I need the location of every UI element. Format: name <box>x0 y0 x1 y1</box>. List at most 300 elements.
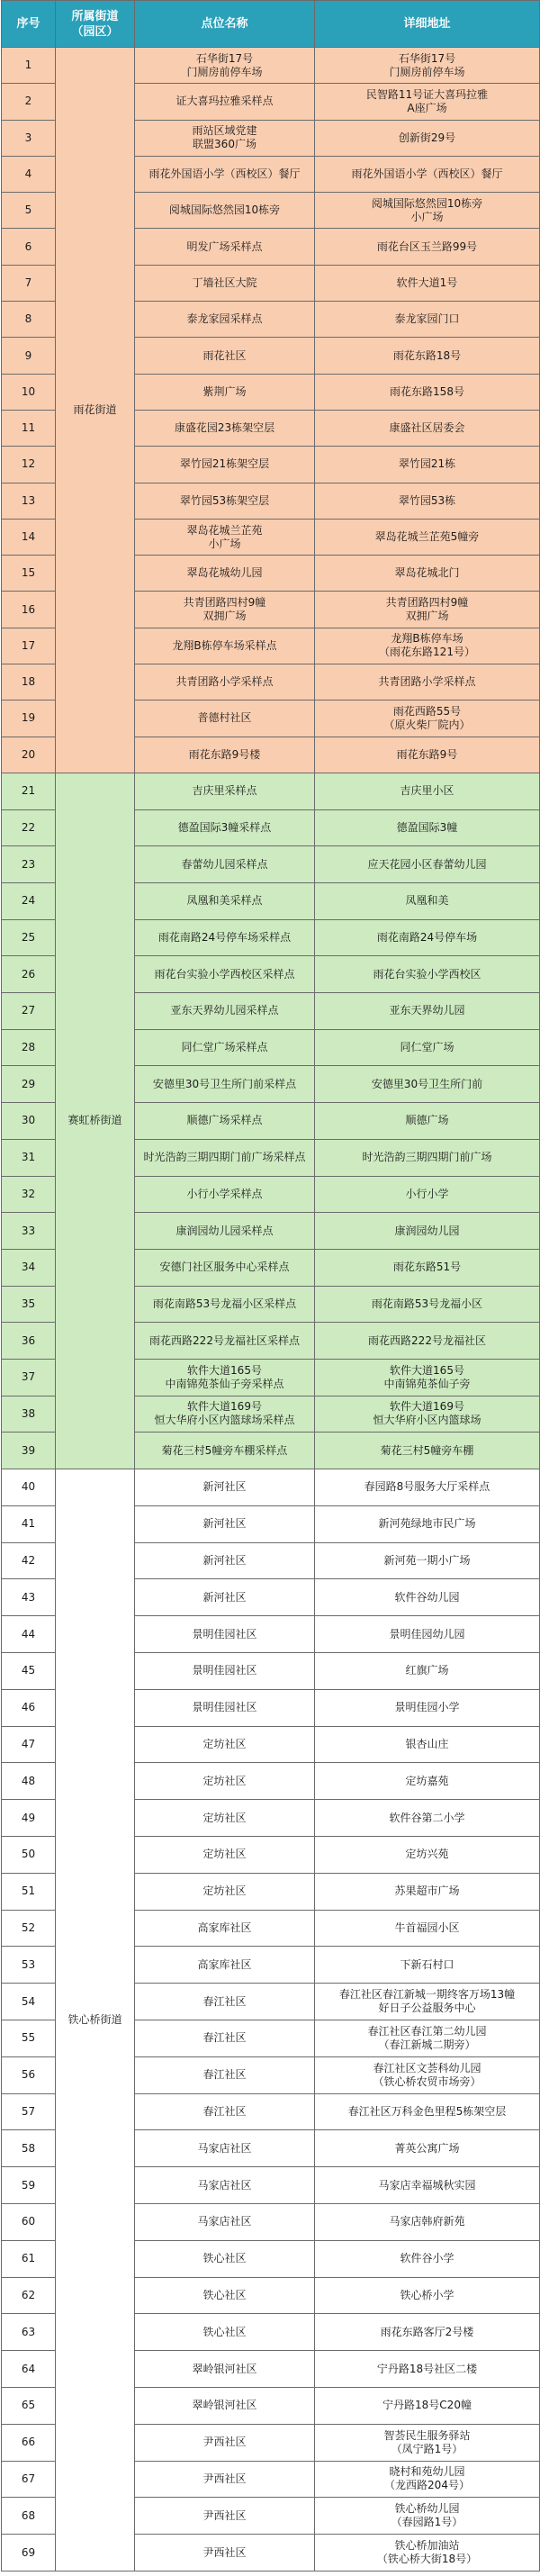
site-address <box>315 1836 540 1873</box>
site-name <box>135 2056 315 2093</box>
row-number: 56 <box>2 2056 56 2093</box>
site-address-line: 恒大华府小区内篮球场 <box>373 1414 482 1427</box>
site-name <box>135 519 315 555</box>
site-address-line: 雨花西路222号龙福社区 <box>368 1333 486 1347</box>
site-name <box>135 664 315 700</box>
site-address-line: 定坊兴苑 <box>405 1848 449 1861</box>
site-address-line: 下新石村口 <box>400 1957 454 1971</box>
row-number: 61 <box>2 2240 56 2277</box>
site-name-line: 共青团路四村9幢 <box>183 596 266 610</box>
site-name <box>135 1103 315 1140</box>
row-number: 39 <box>2 1433 56 1469</box>
row-number: 9 <box>2 338 56 374</box>
site-name-line: 春江社区 <box>202 2031 247 2045</box>
row-number: 7 <box>2 265 56 301</box>
row-number: 24 <box>2 883 56 920</box>
site-name <box>135 1469 315 1506</box>
site-name-line: 尹西社区 <box>202 2508 247 2522</box>
header-no: 序号 <box>2 1 56 48</box>
header-street <box>56 1 135 48</box>
site-address-line: 亚东天界幼儿园 <box>389 1004 465 1017</box>
site-address <box>315 1984 540 2020</box>
site-address <box>315 773 540 809</box>
site-name <box>135 592 315 628</box>
site-address <box>315 338 540 374</box>
site-address-line: 泰龙家园门口 <box>394 312 460 326</box>
site-name-line: 尹西社区 <box>202 2472 247 2485</box>
site-name <box>135 846 315 883</box>
row-number: 18 <box>2 664 56 700</box>
site-address <box>315 628 540 664</box>
row-number: 60 <box>2 2203 56 2240</box>
site-name <box>135 1579 315 1616</box>
site-address-line: 康盛社区居委会 <box>389 421 465 435</box>
site-address-line: 雨花东路51号 <box>392 1261 462 1274</box>
site-address-line: （春江新城二期旁） <box>378 2038 476 2051</box>
site-address-line: 顺德广场 <box>405 1114 449 1127</box>
site-name-line: 亚东天界幼儿园采样点 <box>170 1004 279 1017</box>
row-number: 53 <box>2 1947 56 1984</box>
site-name-line: 尹西社区 <box>202 2436 247 2449</box>
site-address <box>315 1947 540 1984</box>
row-number: 15 <box>2 556 56 592</box>
site-address-line: 小行小学 <box>405 1187 449 1200</box>
site-address-line: 康润园幼儿园 <box>394 1224 460 1237</box>
site-name <box>135 1176 315 1213</box>
row-number: 13 <box>2 483 56 519</box>
site-name <box>135 2351 315 2388</box>
site-address-line: 雨花南路24号停车场 <box>376 931 478 945</box>
site-address <box>315 1726 540 1763</box>
site-name <box>135 2240 315 2277</box>
site-address <box>315 2056 540 2093</box>
site-address <box>315 1213 540 1250</box>
site-address <box>315 1249 540 1286</box>
site-address <box>315 447 540 483</box>
site-name-line: 雨花台实验小学西校区采样点 <box>154 967 295 981</box>
row-number: 32 <box>2 1176 56 1213</box>
site-address-line: 菁英公寓广场 <box>394 2141 460 2155</box>
row-number: 16 <box>2 592 56 628</box>
site-name-line: 凤凰和美采样点 <box>186 894 263 908</box>
site-address-line: 软件大道165号 <box>390 1363 464 1377</box>
site-address-line: 创新街29号 <box>398 131 456 144</box>
site-address-line: 牛首福园小区 <box>394 1921 460 1934</box>
site-name-line: 吉庆里采样点 <box>192 784 257 798</box>
site-address-line: 共青团路四村9幢 <box>385 596 469 610</box>
site-name <box>135 1213 315 1250</box>
site-name-line: 顺德广场采样点 <box>186 1114 263 1127</box>
row-number: 11 <box>2 410 56 446</box>
site-name-line: 春蕾幼儿园采样点 <box>181 857 268 871</box>
row-number: 38 <box>2 1396 56 1433</box>
site-address-line: 定坊嘉苑 <box>405 1774 449 1787</box>
site-name-line: 定坊社区 <box>202 1811 247 1824</box>
site-address-line: 应天花园小区春蕾幼儿园 <box>367 857 487 871</box>
row-number: 50 <box>2 1836 56 1873</box>
row-number: 8 <box>2 302 56 338</box>
site-address-line: 雨花台实验小学西校区 <box>373 967 482 981</box>
row-number: 22 <box>2 809 56 846</box>
site-name <box>135 2093 315 2130</box>
site-address-line: 宁丹路18号C20幢 <box>382 2399 472 2412</box>
row-number: 35 <box>2 1286 56 1323</box>
site-name <box>135 956 315 993</box>
site-name <box>135 1323 315 1360</box>
site-address-line: 新河苑绿地市民广场 <box>378 1517 476 1531</box>
site-address <box>315 2167 540 2204</box>
site-name-line: 翠岭银河社区 <box>192 2362 257 2375</box>
site-address-line: 德盈国际3幢 <box>396 820 458 834</box>
site-name <box>135 1910 315 1947</box>
site-address-line: 雨花台区玉兰路99号 <box>376 240 478 253</box>
site-address <box>315 737 540 773</box>
site-name-line: 双拥广场 <box>202 610 247 623</box>
site-address-line: 雨花东路18号 <box>392 348 462 362</box>
site-address <box>315 556 540 592</box>
site-name-line: 共青团路小学采样点 <box>176 675 274 689</box>
site-address <box>315 2093 540 2130</box>
site-name-line: 小行小学采样点 <box>186 1187 263 1200</box>
site-address-line: （铁心桥大街18号） <box>376 2553 478 2565</box>
site-address-line: 春江社区春江第二幼儿园 <box>367 2024 487 2038</box>
site-name-line: 景明佳园社区 <box>192 1664 257 1677</box>
row-number: 55 <box>2 2020 56 2056</box>
row-number: 68 <box>2 2498 56 2535</box>
site-address <box>315 1103 540 1140</box>
site-address <box>315 1433 540 1469</box>
site-address-line: 时光浩韵三期四期门前广场 <box>362 1151 492 1164</box>
site-name-line: 软件大道169号 <box>187 1400 262 1414</box>
row-number: 34 <box>2 1249 56 1286</box>
site-address-line: 阅城国际悠然园10栋旁 <box>371 196 483 210</box>
site-address-line: 吉庆里小区 <box>400 784 454 798</box>
site-address-line: 景明佳园幼儿园 <box>389 1627 465 1641</box>
site-name <box>135 1984 315 2020</box>
row-number: 28 <box>2 1029 56 1066</box>
table-row <box>2 1469 540 1506</box>
site-name-line: 雨花东路9号楼 <box>188 747 261 761</box>
site-name <box>135 1873 315 1910</box>
site-name <box>135 1139 315 1176</box>
site-address-line: （龙西路204号） <box>384 2479 470 2492</box>
row-number: 29 <box>2 1066 56 1103</box>
site-name-line: 丁墙社区大院 <box>192 276 257 289</box>
site-name-line: 新河社区 <box>202 1590 247 1604</box>
site-address <box>315 120 540 156</box>
site-address <box>315 1616 540 1653</box>
site-name <box>135 2387 315 2424</box>
table-row <box>2 48 540 84</box>
site-name-line: 铁心社区 <box>202 2288 247 2301</box>
site-name <box>135 265 315 301</box>
site-address <box>315 592 540 628</box>
site-address <box>315 2203 540 2240</box>
site-address-line: 软件大道1号 <box>396 276 458 289</box>
row-number: 23 <box>2 846 56 883</box>
site-name-line: 新河社区 <box>202 1480 247 1494</box>
site-name <box>135 628 315 664</box>
site-name-line: 门厕房前停车场 <box>186 65 263 78</box>
site-name <box>135 700 315 737</box>
site-name-line: 安德门社区服务中心采样点 <box>159 1261 290 1274</box>
site-name <box>135 229 315 265</box>
site-address <box>315 48 540 84</box>
site-address-line: 银杏山庄 <box>405 1737 449 1750</box>
site-name-line: 春江社区 <box>202 2104 247 2118</box>
header-street-line: （园区） <box>71 24 119 39</box>
row-number: 5 <box>2 193 56 229</box>
site-address-line: 软件谷幼儿园 <box>394 1590 460 1604</box>
site-name-line: 雨花社区 <box>202 348 247 362</box>
site-name <box>135 1726 315 1763</box>
site-name-line: 景明佳园社区 <box>192 1701 257 1714</box>
site-name-line: 定坊社区 <box>202 1848 247 1861</box>
site-name <box>135 993 315 1030</box>
row-number: 46 <box>2 1689 56 1726</box>
site-address <box>315 1873 540 1910</box>
site-address-line: 雨花外国语小学（西校区）餐厅 <box>351 167 503 181</box>
site-address <box>315 993 540 1030</box>
site-address-line: 铁心桥小学 <box>400 2288 454 2301</box>
site-address <box>315 1029 540 1066</box>
site-name <box>135 120 315 156</box>
site-address-line: 雨花东路客厅2号楼 <box>380 2325 474 2338</box>
site-address <box>315 2020 540 2056</box>
site-address-line: 马家店韩府新苑 <box>389 2215 465 2228</box>
row-number: 42 <box>2 1542 56 1579</box>
site-name <box>135 1836 315 1873</box>
site-name-line: 翠岭银河社区 <box>192 2399 257 2412</box>
site-address <box>315 1763 540 1800</box>
row-number: 64 <box>2 2351 56 2388</box>
site-name-line: 明发广场采样点 <box>186 240 263 253</box>
site-name <box>135 1947 315 1984</box>
site-address-line: 苏果超市广场 <box>394 1885 460 1898</box>
site-name <box>135 156 315 192</box>
site-name-line: 马家店社区 <box>197 2215 252 2228</box>
site-name-line: 定坊社区 <box>202 1737 247 1750</box>
site-name-line: 新河社区 <box>202 1553 247 1567</box>
row-number: 4 <box>2 156 56 192</box>
site-address <box>315 1396 540 1433</box>
site-address <box>315 519 540 555</box>
site-address <box>315 193 540 229</box>
site-address <box>315 1689 540 1726</box>
site-name <box>135 1689 315 1726</box>
site-address-line: 雨花南路53号龙福小区 <box>371 1297 483 1310</box>
site-address-line: 龙翔B栋停车场 <box>391 632 464 646</box>
site-address-line: 安德里30号卫生所门前 <box>371 1077 483 1090</box>
site-address <box>315 2498 540 2535</box>
site-address-line: 铁心桥加油站 <box>394 2539 460 2552</box>
row-number: 49 <box>2 1800 56 1837</box>
site-address-line: 翠岛花城北门 <box>394 566 460 580</box>
site-name <box>135 773 315 809</box>
site-address <box>315 410 540 446</box>
site-address <box>315 2424 540 2461</box>
header-site-name: 点位名称 <box>135 1 315 48</box>
site-address-line: 好日子公益服务中心 <box>378 2002 476 2015</box>
site-name-line: 雨花南路24号停车场采样点 <box>158 931 292 945</box>
site-name <box>135 410 315 446</box>
site-address <box>315 956 540 993</box>
site-name-line: 马家店社区 <box>197 2141 252 2155</box>
row-number: 14 <box>2 519 56 555</box>
site-address <box>315 1910 540 1947</box>
site-name <box>135 2535 315 2571</box>
site-name-line: 恒大华府小区内篮球场采样点 <box>154 1414 295 1427</box>
site-name <box>135 1249 315 1286</box>
site-name <box>135 374 315 410</box>
site-address-line: （雨花东路121号） <box>379 646 475 659</box>
row-number: 31 <box>2 1139 56 1176</box>
site-address <box>315 1505 540 1542</box>
site-address-line: 雨花西路55号 <box>392 704 462 718</box>
table-row <box>2 773 540 809</box>
site-address <box>315 809 540 846</box>
site-address-line: 宁丹路18号社区二楼 <box>376 2362 478 2375</box>
site-name-line: 翠竹园53栋架空层 <box>179 493 270 507</box>
row-number: 44 <box>2 1616 56 1653</box>
site-name-line: 软件大道165号 <box>187 1363 262 1377</box>
table-header-row <box>2 1 540 48</box>
row-number: 52 <box>2 1910 56 1947</box>
site-name <box>135 2461 315 2498</box>
site-name <box>135 2277 315 2314</box>
site-address-line: A座广场 <box>407 101 447 114</box>
row-number: 48 <box>2 1763 56 1800</box>
site-address <box>315 2314 540 2351</box>
site-name <box>135 2020 315 2056</box>
site-name <box>135 1616 315 1653</box>
site-address-line: （春园路1号） <box>391 2516 464 2529</box>
site-name-line: 新河社区 <box>202 1517 247 1531</box>
site-address <box>315 302 540 338</box>
row-number: 66 <box>2 2424 56 2461</box>
site-name <box>135 1029 315 1066</box>
site-name-line: 紫荆广场 <box>202 384 247 398</box>
site-address <box>315 1652 540 1689</box>
site-name <box>135 1505 315 1542</box>
site-address <box>315 2387 540 2424</box>
row-number: 21 <box>2 773 56 809</box>
row-number: 57 <box>2 2093 56 2130</box>
site-name <box>135 556 315 592</box>
site-name-line: 康盛花园23栋架空层 <box>174 421 275 435</box>
street-name: 铁心桥街道 <box>56 1469 135 2571</box>
site-name-line: 高家库社区 <box>197 1921 252 1934</box>
site-address-line: 民智路11号证大喜玛拉雅 <box>365 87 489 101</box>
site-name <box>135 1286 315 1323</box>
row-number: 25 <box>2 919 56 956</box>
site-address-line: 翠竹园53栋 <box>398 493 456 507</box>
site-address <box>315 883 540 920</box>
site-name <box>135 737 315 773</box>
site-name-line: 翠岛花城兰芷苑 <box>186 523 263 537</box>
site-address-line: （原火柴厂院内） <box>383 718 471 731</box>
site-name-line: 雨花西路222号龙福社区采样点 <box>149 1333 300 1347</box>
sampling-sites-table <box>1 0 540 2571</box>
site-name-line: 春江社区 <box>202 1994 247 2008</box>
site-name-line: 中南锦苑茶仙子旁采样点 <box>165 1377 284 1390</box>
site-name <box>135 447 315 483</box>
site-name-line: 翠岛花城幼儿园 <box>186 566 263 580</box>
row-number: 67 <box>2 2461 56 2498</box>
site-address <box>315 2351 540 2388</box>
row-number: 54 <box>2 1984 56 2020</box>
site-address-line: 智荟民生服务驿站 <box>383 2428 471 2442</box>
site-name <box>135 883 315 920</box>
site-name <box>135 2424 315 2461</box>
site-address <box>315 374 540 410</box>
site-address-line: 凤凰和美 <box>405 894 449 908</box>
header-street-line: 所属街道 <box>71 9 119 23</box>
site-address-line: 春园路8号服务大厅采样点 <box>364 1480 490 1494</box>
site-address-line: 景明佳园小学 <box>394 1701 460 1714</box>
site-name-line: 铁心社区 <box>202 2252 247 2265</box>
site-name <box>135 2498 315 2535</box>
site-address-line: 同仁堂广场 <box>400 1041 454 1054</box>
site-name <box>135 193 315 229</box>
site-address <box>315 2130 540 2167</box>
site-address <box>315 1176 540 1213</box>
site-name-line: 马家店社区 <box>197 2178 252 2192</box>
row-number: 30 <box>2 1103 56 1140</box>
site-name <box>135 1542 315 1579</box>
site-name-line: 定坊社区 <box>202 1885 247 1898</box>
row-number: 40 <box>2 1469 56 1506</box>
row-number: 1 <box>2 48 56 84</box>
site-address <box>315 2277 540 2314</box>
row-number: 51 <box>2 1873 56 1910</box>
site-address <box>315 84 540 120</box>
row-number: 10 <box>2 374 56 410</box>
site-name <box>135 809 315 846</box>
site-name-line: 时光浩韵三期四期门前广场采样点 <box>143 1151 306 1164</box>
site-address <box>315 1359 540 1396</box>
site-address-line: 雨花东路158号 <box>390 384 464 398</box>
row-number: 37 <box>2 1359 56 1396</box>
site-address <box>315 846 540 883</box>
site-address <box>315 1066 540 1103</box>
site-name-line: 雨花南路53号龙福小区采样点 <box>152 1297 297 1310</box>
site-name-line: 联盟360广场 <box>193 138 256 151</box>
header-address: 详细地址 <box>315 1 540 48</box>
row-number: 36 <box>2 1323 56 1360</box>
site-address <box>315 1800 540 1837</box>
table-body <box>2 48 540 2571</box>
site-name <box>135 919 315 956</box>
street-name: 赛虹桥街道 <box>56 773 135 1469</box>
site-name <box>135 2130 315 2167</box>
site-name-line: 龙翔B栋停车场采样点 <box>172 638 277 652</box>
row-number: 62 <box>2 2277 56 2314</box>
site-address-line: 石华街17号 <box>398 51 456 65</box>
row-number: 2 <box>2 84 56 120</box>
site-address <box>315 2240 540 2277</box>
row-number: 33 <box>2 1213 56 1250</box>
site-address-line: 软件谷小学 <box>400 2252 454 2265</box>
site-name-line: 高家库社区 <box>197 1957 252 1971</box>
site-address-line: 门厕房前停车场 <box>389 65 465 78</box>
site-address <box>315 1323 540 1360</box>
street-name: 雨花街道 <box>56 48 135 773</box>
site-name <box>135 1800 315 1837</box>
site-address-line: （凤宁路1号） <box>391 2442 464 2455</box>
site-address <box>315 1542 540 1579</box>
site-address-line: 新河苑一期小广场 <box>383 1553 471 1567</box>
